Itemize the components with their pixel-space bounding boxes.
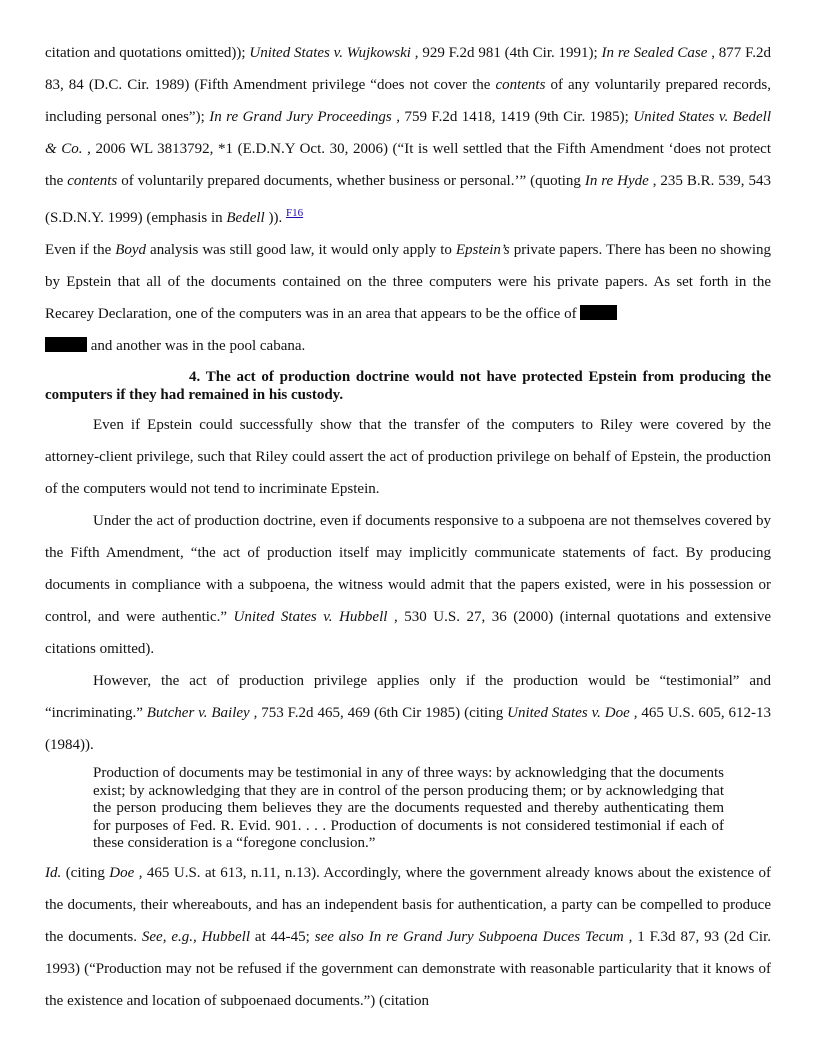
case-name: United States v. Bedell & Co.	[45, 109, 771, 157]
text: Under the act of production doctrine, even if documents responsive to a subpoena are not themselves covered by the Fifth Amendment, “the act of production itself may implicitly communicate statements of fact. By producing documents in compliance with a subpoena, the witness would admit that the papers existed, were in his possession or control, and were authentic.”	[45, 513, 771, 625]
text: (citing	[61, 864, 110, 881]
case-name: United States v. Wujkowski	[249, 45, 411, 61]
text: and another was in the pool cabana.	[87, 338, 306, 354]
text: , 759 F.2d 1418, 1419 (9th Cir. 1985);	[391, 109, 634, 125]
text: of voluntarily prepared documents, whether business or personal.’” (quoting	[117, 173, 585, 189]
document-page	[45, 37, 771, 1017]
block-quote: Production of documents may be testimonial in any of three ways: by acknowledging that the documents exist; by acknowledging that they are in control of the person producing them; or by acknowledging that the person producing them believes they are the documents requested and thereby authenticating them for purposes of Fed. R. Evid. 901. . . . Production of documents is not considered testimonial if each of these consideration is a “foregone conclusion.”	[93, 765, 724, 851]
text: , 2006 WL 3813792, *1 (E.D.N.Y Oct. 30, 2006) (“It is well settled that the Fifth Amendment ‘does not protect the	[45, 141, 771, 189]
text: , 1 F.3d 87, 93 (2d Cir. 1993) (“Production may not be refused if the government can demonstrate with reasonable particularity that it knows of the existence and location of subpoenaed documents.”) (citation	[45, 928, 771, 1009]
text: of any voluntarily prepared records, including personal ones”);	[45, 77, 771, 125]
text: , 465 U.S. at 613, n.11, n.13). Accordingly, where the government already knows about the existence of the documents, their whereabouts, and has an independent basis for authentication, a party can be compelled to produce the documents.	[45, 864, 772, 945]
emphasis: Epstein’s	[455, 242, 510, 258]
footnote-link-f16[interactable]: F16	[285, 207, 304, 219]
case-name: see also In re Grand Jury Subpoena Duces Tecum	[314, 928, 624, 945]
case-name: Doe	[109, 864, 135, 881]
text: )).	[264, 210, 286, 226]
text: private papers. There has been no showing by Epstein that all of the documents contained on the three computers were his private papers. As set forth in the Recarey Declaration, one of the computers was in an area that appears to be the office of	[45, 242, 771, 322]
case-name: In re Grand Jury Proceedings	[209, 109, 392, 125]
text: citation and quotations omitted));	[45, 45, 250, 61]
case-name: United States v. Doe	[507, 705, 630, 721]
paragraph-case-citations	[45, 37, 771, 234]
case-name: In re Hyde	[584, 173, 649, 189]
paragraph-attorney-client: Even if Epstein could successfully show that the transfer of the computers to Riley were covered by the attorney-client privilege, such that Riley could assert the act of production privilege on behalf of Epstein, the production of the computers would not tend to incriminate Epstein.	[45, 417, 771, 497]
redaction-box	[45, 337, 87, 352]
case-name: Bedell	[226, 210, 265, 226]
text: However, the act of production privilege applies only if the production would be “testimonial” and “incriminating.”	[45, 673, 771, 721]
text: , 530 U.S. 27, 36 (2000) (internal quotations and extensive citations omitted).	[45, 609, 771, 657]
case-name: See, e.g., Hubbell	[141, 928, 251, 945]
section-heading: 4. The act of production doctrine would not have protected Epstein from producing the computers if they had remained in his custody.	[45, 369, 771, 403]
text: at 44-45;	[250, 928, 315, 945]
text: , 235 B.R. 539, 543 (S.D.N.Y. 1999) (emphasis in	[45, 173, 771, 226]
text: , 929 F.2d 981 (4th Cir. 1991);	[410, 45, 602, 61]
case-name: Butcher v. Bailey	[146, 705, 250, 721]
case-name: United States v. Hubbell	[233, 609, 388, 625]
case-name: Boyd	[115, 242, 147, 258]
case-name: In re Sealed Case	[601, 45, 708, 61]
text: Even if the	[45, 242, 116, 258]
emphasis: contents	[495, 77, 546, 93]
case-name: Id.	[45, 864, 62, 881]
redaction-box	[580, 305, 617, 320]
text: , 465 U.S. 605, 612-13 (1984)).	[45, 705, 772, 753]
paragraph-boyd-analysis	[45, 234, 771, 362]
text: , 877 F.2d 83, 84 (D.C. Cir. 1989) (Fifth Amendment privilege “does not cover the	[45, 45, 771, 93]
paragraph-act-of-production	[45, 505, 771, 665]
text: , 753 F.2d 465, 469 (6th Cir 1985) (citing	[249, 705, 508, 721]
text: analysis was still good law, it would only apply to	[146, 242, 456, 258]
paragraph-foregone-conclusion	[45, 857, 771, 1017]
emphasis: contents	[67, 173, 118, 189]
paragraph-testimonial	[45, 665, 771, 761]
